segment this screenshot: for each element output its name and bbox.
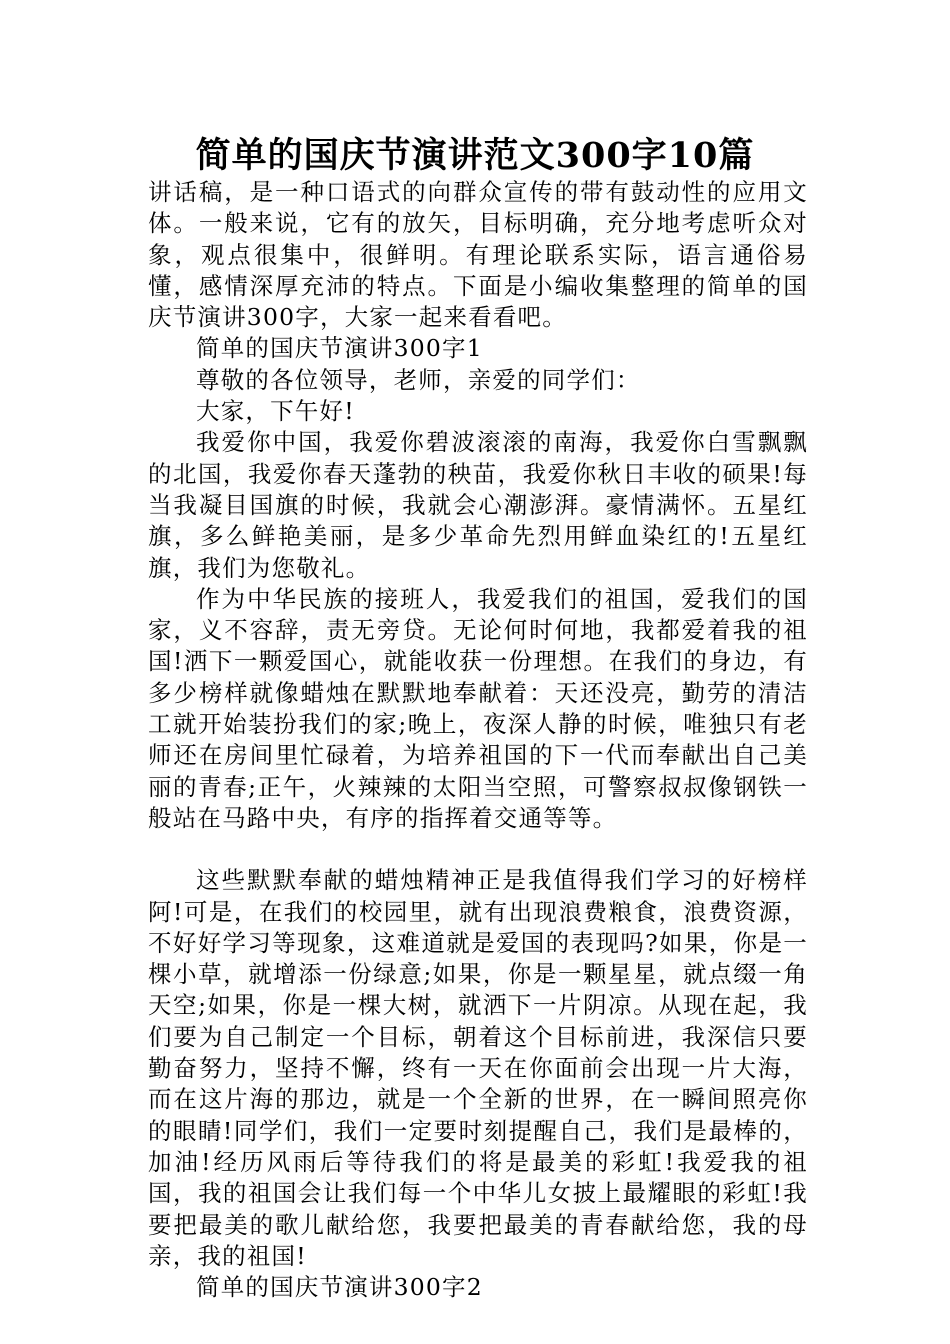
- document-title: 简单的国庆节演讲范文300字10篇: [195, 135, 755, 176]
- body-paragraph: 作为中华民族的接班人，我爱我们的祖国，爱我们的国家，义不容辞，责无旁贷。无论何时何地，我都爱着我的祖国!洒下一颗爱国心，就能收获一份理想。在我们的身边，有多少榜样就像蜡烛在默默地奉献着：天还没亮，勤劳的清洁工就开始装扮我们的家;晚上，夜深人静的时候，唯独只有老师还在房间里忙碌着，为培养祖国的下一代而奉献出自己美丽的青春;正午，火辣辣的太阳当空照，可警察叔叔像钢铁一般站在马路中央，有序的指挥着交通等等。: [148, 584, 808, 832]
- section-heading-2: 简单的国庆节演讲300字2: [196, 1273, 483, 1302]
- greeting: 大家，下午好!: [196, 397, 355, 426]
- document-body: [148, 177, 808, 1303]
- body-paragraph: 这些默默奉献的蜡烛精神正是我值得我们学习的好榜样阿!可是，在我们的校园里，就有出现浪费粮食，浪费资源，不好好学习等现象，这难道就是爱国的表现吗?如果，你是一棵小草，就增添一份绿意;如果，你是一颗星星，就点缀一角天空;如果，你是一棵大树，就洒下一片阴凉。从现在起，我们要为自己制定一个目标，朝着这个目标前进，我深信只要勤奋努力，坚持不懈，终有一天在你面前会出现一片大海，而在这片海的那边，就是一个全新的世界，在一瞬间照亮你的眼睛!同学们，我们一定要时刻提醒自己，我们是最棒的，加油!经历风雨后等待我们的将是最美的彩虹!我爱我的祖国，我的祖国会让我们每一个中华儿女披上最耀眼的彩虹!我要把最美的歌儿献给您，我要把最美的青春献给您，我的母亲，我的祖国!: [148, 866, 808, 1270]
- section-heading-1: 简单的国庆节演讲300字1: [196, 334, 483, 363]
- salutation: 尊敬的各位领导，老师，亲爱的同学们：: [196, 365, 641, 394]
- body-paragraph: 我爱你中国，我爱你碧波滚滚的南海，我爱你白雪飘飘的北国，我爱你春天蓬勃的秧苗，我爱你秋日丰收的硕果!每当我凝目国旗的时候，我就会心潮澎湃。豪情满怀。五星红旗，多么鲜艳美丽，是多少革命先烈用鲜血染红的!五星红旗，我们为您敬礼。: [148, 428, 808, 582]
- intro-paragraph: 讲话稿，是一种口语式的向群众宣传的带有鼓动性的应用文体。一般来说，它有的放矢，目标明确，充分地考虑听众对象，观点很集中，很鲜明。有理论联系实际，语言通俗易懂，感情深厚充沛的特点。下面是小编收集整理的简单的国庆节演讲300字，大家一起来看看吧。: [148, 178, 808, 332]
